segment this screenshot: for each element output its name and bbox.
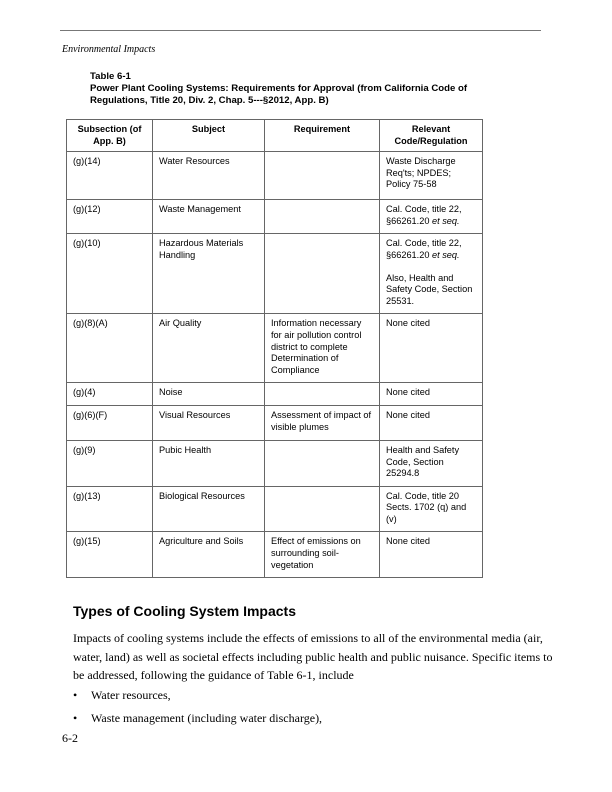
- cell-requirement: [265, 152, 380, 200]
- code-text: None cited: [386, 409, 430, 420]
- code-text: Cal. Code, title 22, §66261.20: [386, 204, 462, 226]
- table-row: [67, 383, 483, 406]
- table-row: [67, 440, 483, 486]
- header-requirement: Requirement: [265, 120, 380, 152]
- cell-subsection: (g)(4): [67, 383, 153, 406]
- cell-subject: Biological Resources: [153, 486, 265, 532]
- cell-subject: Hazardous Materials Handling: [153, 234, 265, 314]
- table-row: [67, 405, 483, 440]
- cell-code: [380, 532, 483, 578]
- table-row: [67, 152, 483, 200]
- cell-code: [380, 486, 483, 532]
- cell-code: [380, 405, 483, 440]
- code-paragraph: [386, 410, 476, 422]
- cell-subsection: (g)(15): [67, 532, 153, 578]
- cell-subject: Agriculture and Soils: [153, 532, 265, 578]
- cell-subject: Noise: [153, 383, 265, 406]
- cell-subject: Water Resources: [153, 152, 265, 200]
- cell-code: [380, 314, 483, 383]
- code-paragraph: [386, 238, 476, 261]
- cell-requirement: Information necessary for air pollution control district to complete Determination of Compliance: [265, 314, 380, 383]
- table-row: [67, 314, 483, 383]
- code-text: Also, Health and Safety Code, Section 25531.: [386, 272, 473, 306]
- table-caption: [90, 71, 500, 107]
- cell-code: [380, 200, 483, 234]
- code-text: Waste Discharge Req'ts; NPDES; Policy 75-58: [386, 156, 456, 190]
- cell-requirement: [265, 486, 380, 532]
- code-paragraph: [386, 204, 476, 227]
- cell-requirement: Effect of emissions on surrounding soil-vegetation: [265, 532, 380, 578]
- bullet-icon: •: [73, 711, 78, 725]
- header-subject: Subject: [153, 120, 265, 152]
- list-item: [73, 688, 322, 711]
- table-label: Table 6-1: [90, 71, 131, 82]
- cell-subject: Visual Resources: [153, 405, 265, 440]
- list-item-text: Water resources,: [91, 688, 171, 702]
- cell-code: [380, 234, 483, 314]
- list-item-text: Waste management (including water discharge),: [91, 711, 323, 725]
- table-row: [67, 234, 483, 314]
- cell-subsection: (g)(10): [67, 234, 153, 314]
- code-emphasis: et seq.: [431, 249, 460, 260]
- code-paragraph: [386, 387, 476, 399]
- code-paragraph: [386, 318, 476, 330]
- cell-subject: Air Quality: [153, 314, 265, 383]
- code-text: None cited: [386, 536, 430, 547]
- cell-subsection: (g)(8)(A): [67, 314, 153, 383]
- cell-requirement: [265, 200, 380, 234]
- cell-subject: Pubic Health: [153, 440, 265, 486]
- code-text: None cited: [386, 387, 430, 398]
- table-title: Power Plant Cooling Systems: Requirements for Approval (from California Code of Regulations, Title 20, Div. 2, Chap. 5---§2012, App. B): [90, 83, 468, 106]
- code-paragraph: [386, 445, 476, 480]
- cell-subsection: (g)(9): [67, 440, 153, 486]
- cell-subsection: (g)(6)(F): [67, 405, 153, 440]
- code-paragraph: [386, 156, 476, 191]
- running-head: Environmental Impacts: [62, 44, 156, 55]
- header-code: Relevant Code/Regulation: [380, 120, 483, 152]
- cell-requirement: [265, 383, 380, 406]
- bullet-list: [73, 688, 322, 734]
- cell-requirement: Assessment of impact of visible plumes: [265, 405, 380, 440]
- table-row: [67, 200, 483, 234]
- code-text: Cal. Code, title 20 Sects. 1702 (q) and (v): [386, 490, 467, 524]
- list-item: [73, 711, 322, 734]
- code-paragraph: [386, 536, 476, 548]
- header-subsection: Subsection (of App. B): [67, 120, 153, 152]
- cell-requirement: [265, 234, 380, 314]
- cell-subsection: (g)(12): [67, 200, 153, 234]
- cell-code: [380, 383, 483, 406]
- section-paragraph: Impacts of cooling systems include the effects of emissions to all of the environmental media (air, water, land) as well as societal effects including public health and public nuisance. Specific items to be addressed, following the guidance of Table 6-1, include: [73, 631, 553, 682]
- cell-subsection: (g)(13): [67, 486, 153, 532]
- cell-subsection: (g)(14): [67, 152, 153, 200]
- code-emphasis: et seq.: [431, 215, 460, 226]
- code-text: None cited: [386, 318, 430, 329]
- cell-subject: Waste Management: [153, 200, 265, 234]
- cell-code: [380, 152, 483, 200]
- cell-code: [380, 440, 483, 486]
- code-paragraph: [386, 491, 476, 526]
- bullet-icon: •: [73, 688, 78, 702]
- header-rule: [60, 30, 541, 31]
- table-row: [67, 532, 483, 578]
- cell-requirement: [265, 440, 380, 486]
- table-row: [67, 486, 483, 532]
- table-header-row: [67, 120, 483, 152]
- section-heading: Types of Cooling System Impacts: [73, 603, 297, 619]
- requirements-table: [66, 119, 483, 578]
- code-paragraph: [386, 273, 476, 308]
- code-text: Health and Safety Code, Section 25294.8: [386, 444, 460, 479]
- page-number: 6-2: [62, 731, 78, 745]
- code-text: Cal. Code, title 22, §66261.20: [386, 238, 462, 260]
